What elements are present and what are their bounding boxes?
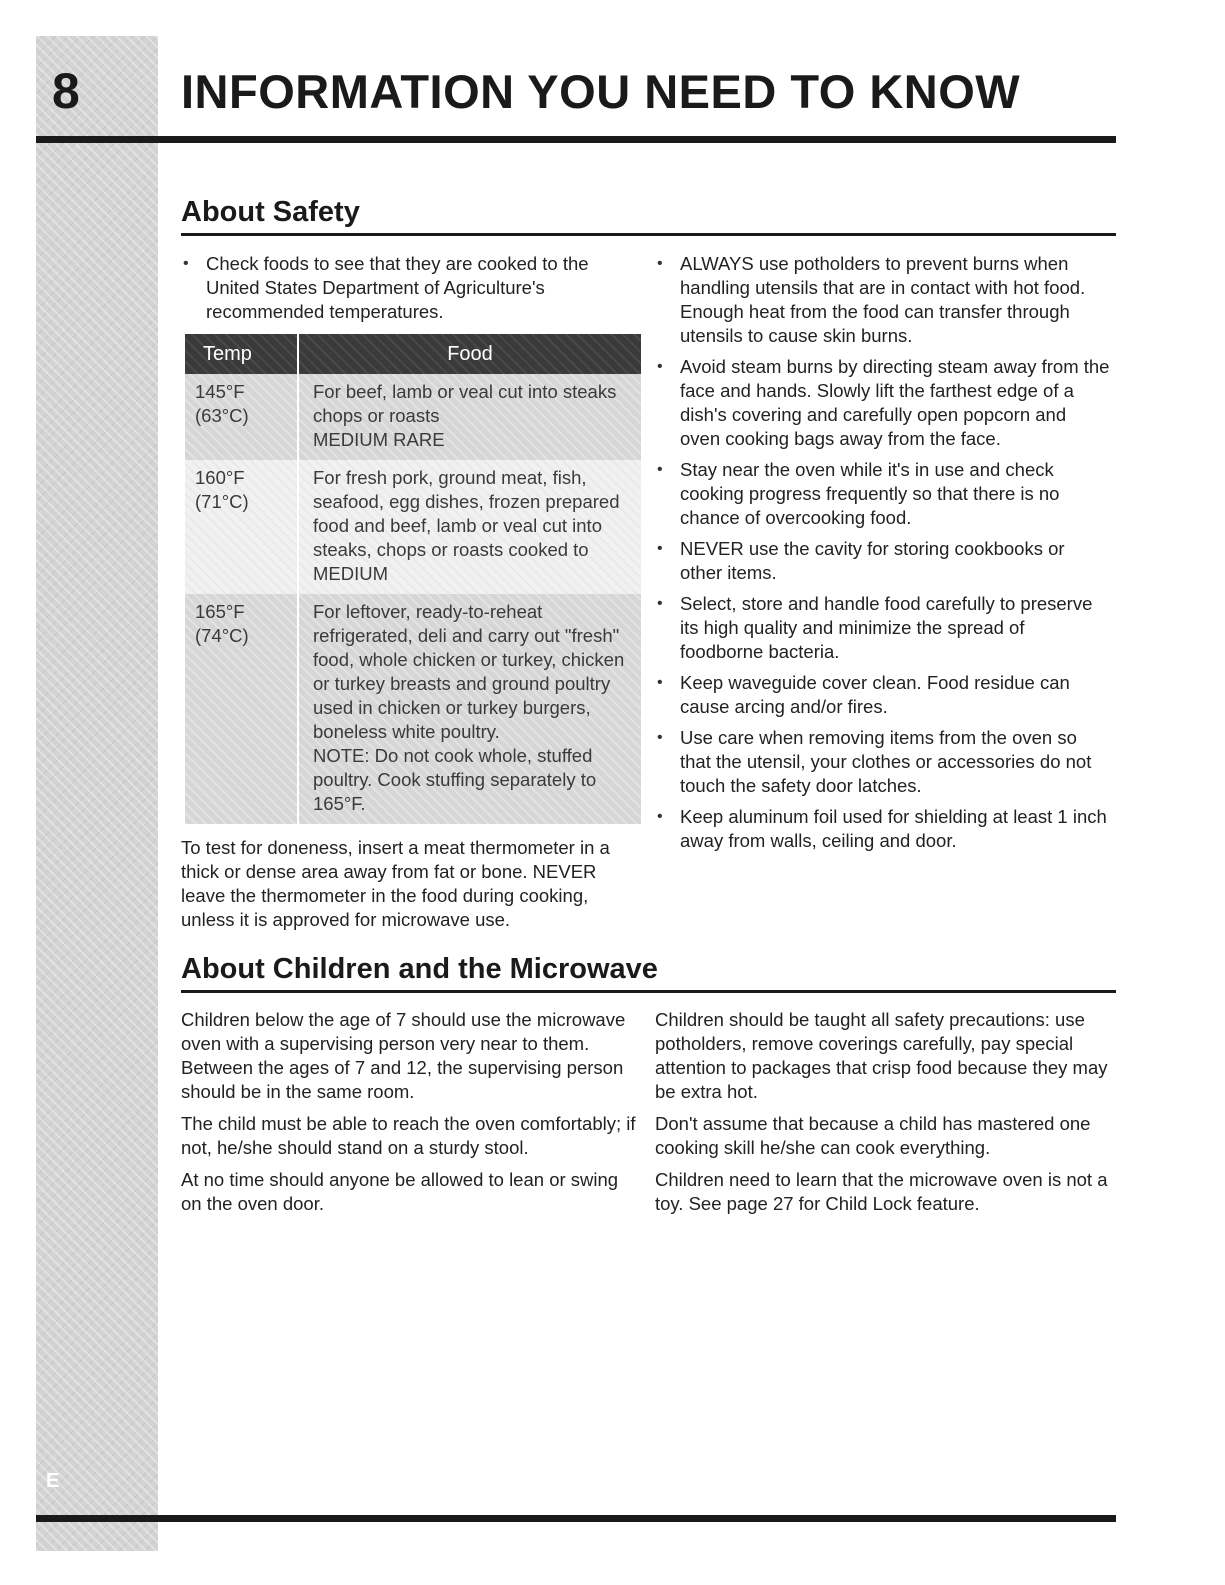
page-title: INFORMATION YOU NEED TO KNOW: [181, 65, 1021, 118]
safety-left-list: [181, 252, 641, 324]
food-cell: [298, 594, 641, 824]
food-description: For beef, lamb or veal cut into steaks chops or roasts: [313, 381, 617, 426]
children-paragraph: At no time should anyone be allowed to lean or swing on the oven door.: [181, 1169, 619, 1214]
safety-right-list: [655, 252, 1110, 853]
temp-column-header: Temp: [185, 334, 298, 374]
food-description: For fresh pork, ground meat, fish, seafood, egg dishes, frozen prepared food and beef, lamb or veal cut into steaks, chops or roasts cooked to: [313, 467, 620, 560]
children-paragraph: Children below the age of 7 should use the microwave oven with a supervising person very near to them. Between the ages of 7 and 12, the supervising person should be in the same room.: [181, 1009, 626, 1102]
page-number: 8: [52, 63, 80, 119]
temp-fahrenheit: 145°F: [195, 381, 245, 402]
side-strip: [36, 36, 158, 1551]
temp-cell: [185, 460, 298, 594]
children-paragraph: Children need to learn that the microwave oven is not a toy. See page 27 for Child Lock feature.: [655, 1169, 1108, 1214]
food-description: For leftover, ready-to-reheat refrigerated, deli and carry out "fresh" food, whole chicken or turkey, chicken or turkey breasts and ground poultry used in chicken or turkey burgers, boneless white poultry.: [313, 601, 625, 742]
list-item: • Select, store and handle food carefully to preserve its high quality and minimize the spread of foodborne bacteria.: [655, 592, 1110, 664]
list-item: • Stay near the oven while it's in use and check cooking progress frequently so that there is no chance of overcooking food.: [655, 458, 1110, 530]
children-heading: About Children and the Microwave: [181, 953, 658, 985]
children-rule: [181, 990, 1116, 993]
safety-rule: [181, 233, 1116, 236]
food-column-header: Food: [298, 334, 641, 374]
temp-cell: [185, 374, 298, 460]
title-rule: [36, 136, 1116, 143]
table-row: [185, 594, 641, 824]
list-item: • Check foods to see that they are cooked to the United States Department of Agriculture's recommended temperatures.: [181, 252, 641, 324]
list-item: • Keep waveguide cover clean. Food residue can cause arcing and/or fires.: [655, 671, 1110, 719]
temp-cell: [185, 594, 298, 824]
list-item: • Use care when removing items from the oven so that the utensil, your clothes or accessories do not touch the safety door latches.: [655, 726, 1110, 798]
children-paragraph: The child must be able to reach the oven comfortably; if not, he/she should stand on a sturdy stool.: [181, 1113, 636, 1158]
temp-celsius: (63°C): [195, 405, 249, 426]
children-paragraph: Children should be taught all safety precautions: use potholders, remove coverings carefully, pay special attention to packages that crisp food because they may be extra hot.: [655, 1009, 1108, 1102]
doneness-note: MEDIUM: [313, 563, 389, 584]
temp-fahrenheit: 165°F: [195, 601, 245, 622]
safety-heading: About Safety: [181, 196, 360, 228]
language-mark: E: [46, 1470, 60, 1492]
doneness-paragraph: To test for doneness, insert a meat thermometer in a thick or dense area away from fat or bone. NEVER leave the thermometer in the food during cooking, unless it is approved for microwave use.: [181, 837, 610, 930]
children-left-column: [181, 1008, 636, 1224]
temp-celsius: (71°C): [195, 491, 249, 512]
list-item: • Avoid steam burns by directing steam away from the face and hands. Slowly lift the farthest edge of a dish's covering and carefully open popcorn and oven cooking bags away from the face.: [655, 355, 1110, 451]
safety-left-column: [181, 252, 641, 940]
table-header-row: [185, 334, 641, 374]
safety-right-column: [655, 252, 1110, 860]
doneness-note: MEDIUM RARE: [313, 429, 445, 450]
list-item: • Keep aluminum foil used for shielding at least 1 inch away from walls, ceiling and door.: [655, 805, 1110, 853]
children-right-column: [655, 1008, 1110, 1224]
food-cell: [298, 374, 641, 460]
temp-fahrenheit: 160°F: [195, 467, 245, 488]
poultry-note: NOTE: Do not cook whole, stuffed poultry. Cook stuffing separately to 165°F.: [313, 745, 597, 814]
temperature-table: [185, 334, 641, 824]
children-paragraph: Don't assume that because a child has mastered one cooking skill he/she can cook everything.: [655, 1113, 1091, 1158]
table-row: [185, 374, 641, 460]
food-cell: [298, 460, 641, 594]
list-item: • NEVER use the cavity for storing cookbooks or other items.: [655, 537, 1110, 585]
table-row: [185, 460, 641, 594]
list-item: • ALWAYS use potholders to prevent burns when handling utensils that are in contact with hot food. Enough heat from the food can transfer through utensils to cause skin burns.: [655, 252, 1110, 348]
temp-celsius: (74°C): [195, 625, 249, 646]
footer-rule: [36, 1515, 1116, 1522]
